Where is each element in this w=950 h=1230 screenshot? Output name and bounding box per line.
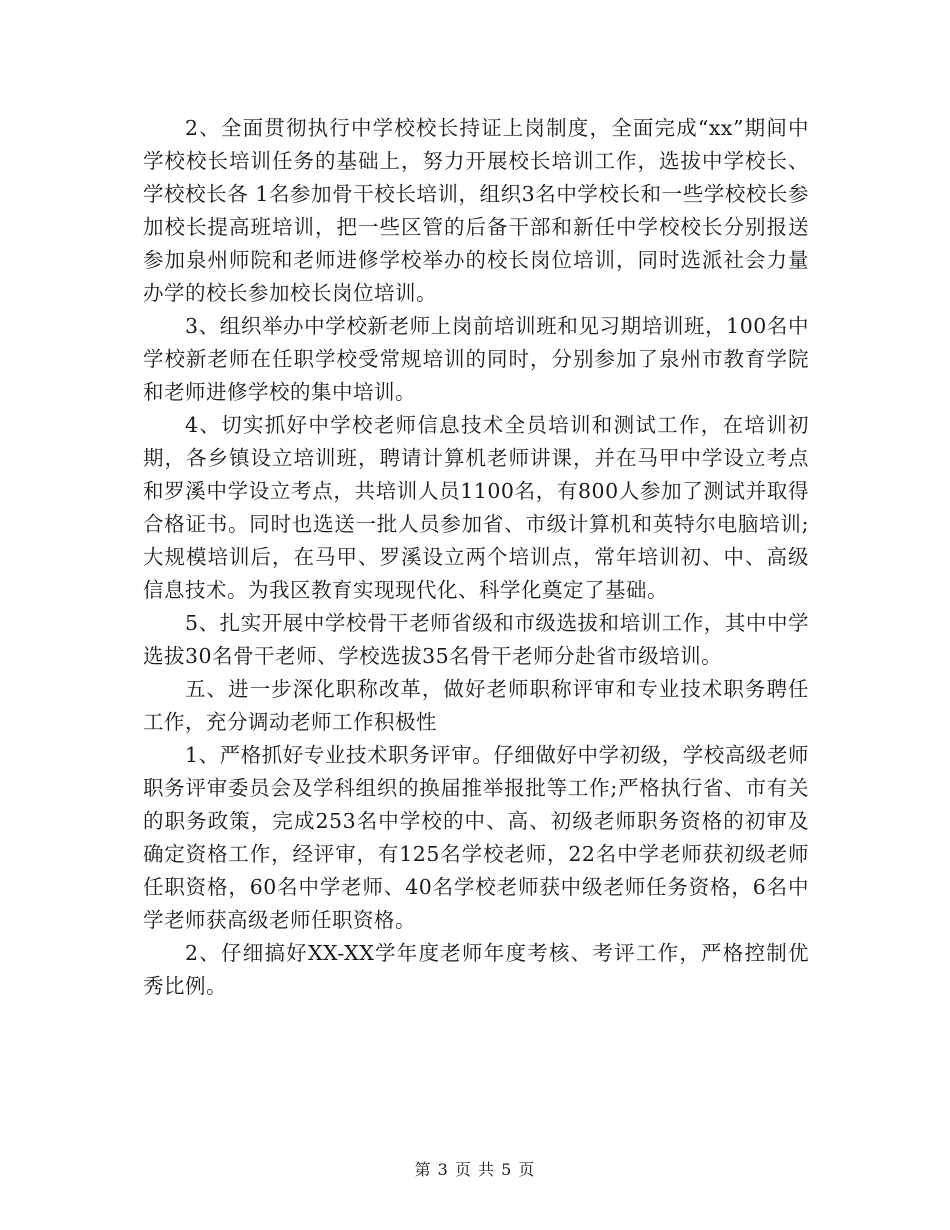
paragraph-item-5-backbone-teachers: 5、扎实开展中学校骨干老师省级和市级选拔和培训工作，其中中学选拔30名骨干老师、学校选拔35名骨干老师分赴省市级培训。	[143, 611, 809, 668]
paragraph-item-2-principal-training: 2、全面贯彻执行中学校校长持证上岗制度，全面完成“xx”期间中学校校长培训任务的基础上，努力开展校长培训工作，选拔中学校长、学校校长各 1名参加骨干校长培训，组织3名中学校长和一些学校校长参加校长提高班培训，把一些区管的后备干部和新任中学校校长分别报送参加泉州师院和老师进修学校举办的校长岗位培训，同时选派社会力量办学的校长参加校长岗位培训。	[143, 116, 809, 305]
section-heading-five: 五、进一步深化职称改革，做好老师职称评审和专业技术职务聘任工作，充分调动老师工作积极性	[143, 677, 809, 734]
page-number-footer: 第 3 页 共 5 页	[414, 1160, 536, 1179]
paragraph-item-3-new-teacher-training: 3、组织举办中学校新老师上岗前培训班和见习期培训班，100名中学校新老师在任职学校受常规培训的同时，分别参加了泉州市教育学院和老师进修学校的集中培训。	[143, 314, 809, 404]
paragraph-item-2-annual-assessment: 2、仔细搞好XX-XX学年度老师年度考核、考评工作，严格控制优秀比例。	[143, 941, 809, 998]
document-body	[143, 112, 809, 1003]
paragraph-item-1-title-evaluation: 1、严格抓好专业技术职务评审。仔细做好中学初级，学校高级老师职务评审委员会及学科组织的换届推举报批等工作;严格执行省、市有关的职务政策，完成253名中学校的中、高、初级老师职务资格的初审及确定资格工作，经评审，有125名学校老师，22名中学老师获初级老师任职资格，60名中学老师、40名学校老师获中级老师任务资格，6名中学老师获高级老师任职资格。	[143, 743, 809, 932]
paragraph-item-4-it-training: 4、切实抓好中学校老师信息技术全员培训和测试工作，在培训初期，各乡镇设立培训班，聘请计算机老师讲课，并在马甲中学设立考点和罗溪中学设立考点，共培训人员1100名，有800人参加了测试并取得合格证书。同时也选送一批人员参加省、市级计算机和英特尔电脑培训;大规模培训后，在马甲、罗溪设立两个培训点，常年培训初、中、高级信息技术。为我区教育实现现代化、科学化奠定了基础。	[143, 413, 809, 602]
